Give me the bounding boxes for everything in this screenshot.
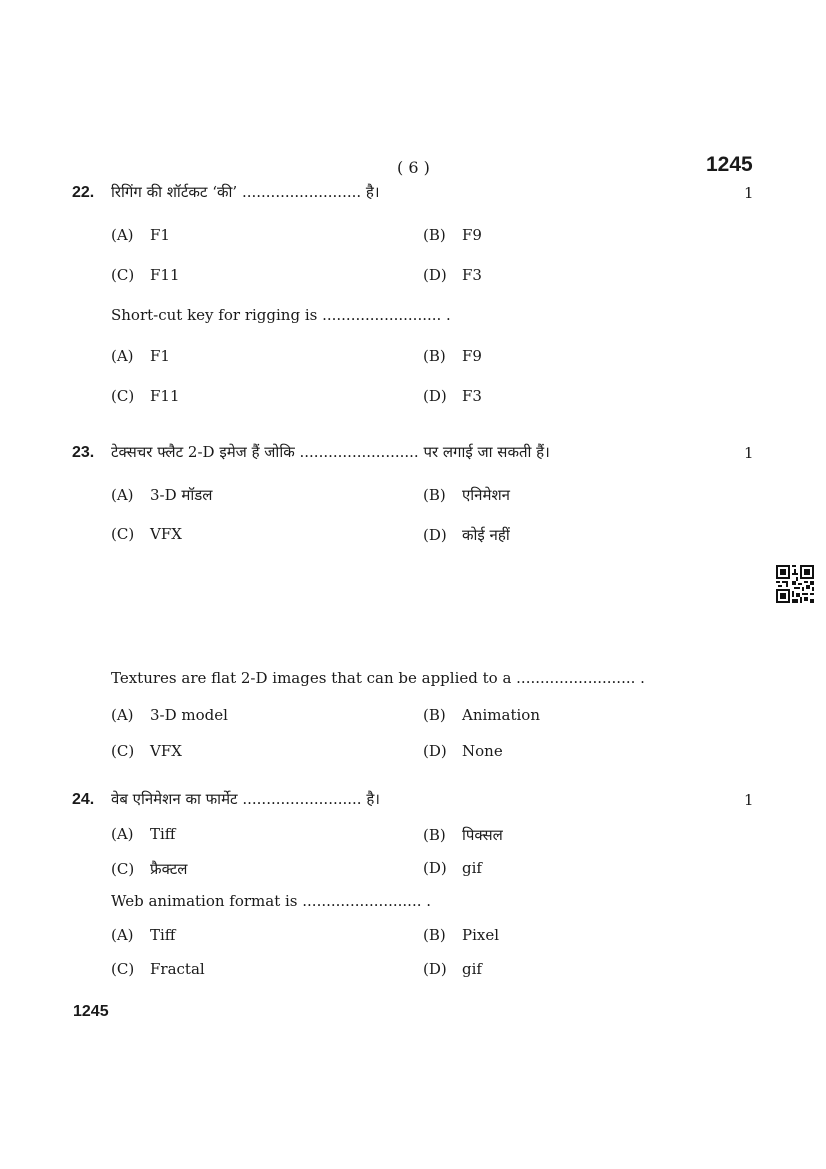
option-text: 3-D मॉडल — [150, 486, 213, 504]
option-text: VFX — [150, 525, 182, 543]
option-label: (A) — [111, 486, 134, 504]
option-label: (A) — [111, 226, 134, 244]
option-label: (D) — [423, 387, 447, 405]
option-text: F11 — [150, 387, 180, 405]
option-c — [111, 960, 205, 978]
question-text-english: Web animation format is ......................... . — [111, 892, 432, 910]
qr-code-icon — [776, 565, 814, 603]
option-c — [111, 266, 180, 284]
option-text: पिक्सल — [462, 826, 503, 844]
option-b — [423, 226, 482, 244]
option-d — [423, 266, 482, 284]
option-label: (B) — [423, 486, 446, 504]
question-text-english: Short-cut key for rigging is ......................... . — [111, 306, 451, 324]
option-d — [423, 960, 482, 978]
question-text-hindi: वेब एनिमेशन का फार्मेट ......................... है। — [111, 790, 380, 808]
option-text: gif — [462, 960, 482, 978]
option-a — [111, 347, 170, 365]
option-c — [111, 742, 182, 760]
option-a — [111, 226, 170, 244]
question-text-hindi: टेक्सचर फ्लैट 2-D इमेज हैं जोकि ......................... पर लगाई जा सकती हैं। — [111, 443, 550, 461]
option-text: Tiff — [150, 926, 176, 944]
option-a — [111, 926, 175, 944]
option-label: (C) — [111, 742, 135, 760]
option-text: F3 — [462, 266, 482, 284]
question-number: 23. — [72, 444, 95, 461]
option-a — [111, 825, 175, 843]
option-c — [111, 859, 187, 879]
option-label: (A) — [111, 347, 134, 365]
option-label: (B) — [423, 226, 446, 244]
option-label: (C) — [111, 525, 135, 543]
option-text: फ्रैक्टल — [150, 860, 188, 878]
option-text: F3 — [462, 387, 482, 405]
option-text: Fractal — [150, 960, 205, 978]
question-marks: 1 — [744, 184, 754, 202]
option-text: Pixel — [462, 926, 500, 944]
option-text: F1 — [150, 347, 170, 365]
option-text: एनिमेशन — [462, 486, 511, 504]
option-d — [423, 387, 482, 405]
option-b — [423, 485, 510, 505]
option-label: (B) — [423, 826, 446, 844]
option-d — [423, 742, 503, 760]
option-c — [111, 525, 182, 543]
option-b — [423, 825, 503, 845]
option-d — [423, 859, 482, 877]
option-c — [111, 387, 180, 405]
option-d — [423, 525, 510, 545]
option-b — [423, 926, 499, 944]
option-text: 3-D model — [150, 706, 228, 724]
option-label: (B) — [423, 347, 446, 365]
option-b — [423, 706, 540, 724]
question-number: 22. — [72, 184, 95, 201]
option-text: F1 — [150, 226, 170, 244]
option-label: (A) — [111, 926, 134, 944]
question-marks: 1 — [744, 444, 754, 462]
option-label: (D) — [423, 526, 447, 544]
footer-paper-code: 1245 — [73, 1003, 109, 1020]
option-label: (D) — [423, 859, 447, 877]
option-label: (C) — [111, 860, 135, 878]
question-text-hindi: रिगिंग की शॉर्टकट ‘की’ ......................... है। — [111, 183, 380, 201]
option-label: (D) — [423, 960, 447, 978]
option-label: (D) — [423, 742, 447, 760]
page-number: ( 6 ) — [397, 158, 430, 177]
option-text: F9 — [462, 347, 482, 365]
option-text: gif — [462, 859, 482, 877]
option-text: Animation — [462, 706, 540, 724]
question-number: 24. — [72, 791, 95, 808]
option-text: F9 — [462, 226, 482, 244]
option-b — [423, 347, 482, 365]
option-text: कोई नहीं — [462, 526, 510, 544]
option-text: VFX — [150, 742, 182, 760]
option-label: (A) — [111, 706, 134, 724]
option-a — [111, 485, 212, 505]
option-text: None — [462, 742, 503, 760]
option-text: F11 — [150, 266, 180, 284]
question-marks: 1 — [744, 791, 754, 809]
option-label: (B) — [423, 926, 446, 944]
question-text-english: Textures are flat 2-D images that can be applied to a ......................... . — [111, 669, 645, 687]
option-a — [111, 706, 228, 724]
option-label: (C) — [111, 266, 135, 284]
option-text: Tiff — [150, 825, 176, 843]
option-label: (D) — [423, 266, 447, 284]
option-label: (A) — [111, 825, 134, 843]
option-label: (B) — [423, 706, 446, 724]
paper-code: 1245 — [706, 153, 753, 176]
option-label: (C) — [111, 960, 135, 978]
option-label: (C) — [111, 387, 135, 405]
